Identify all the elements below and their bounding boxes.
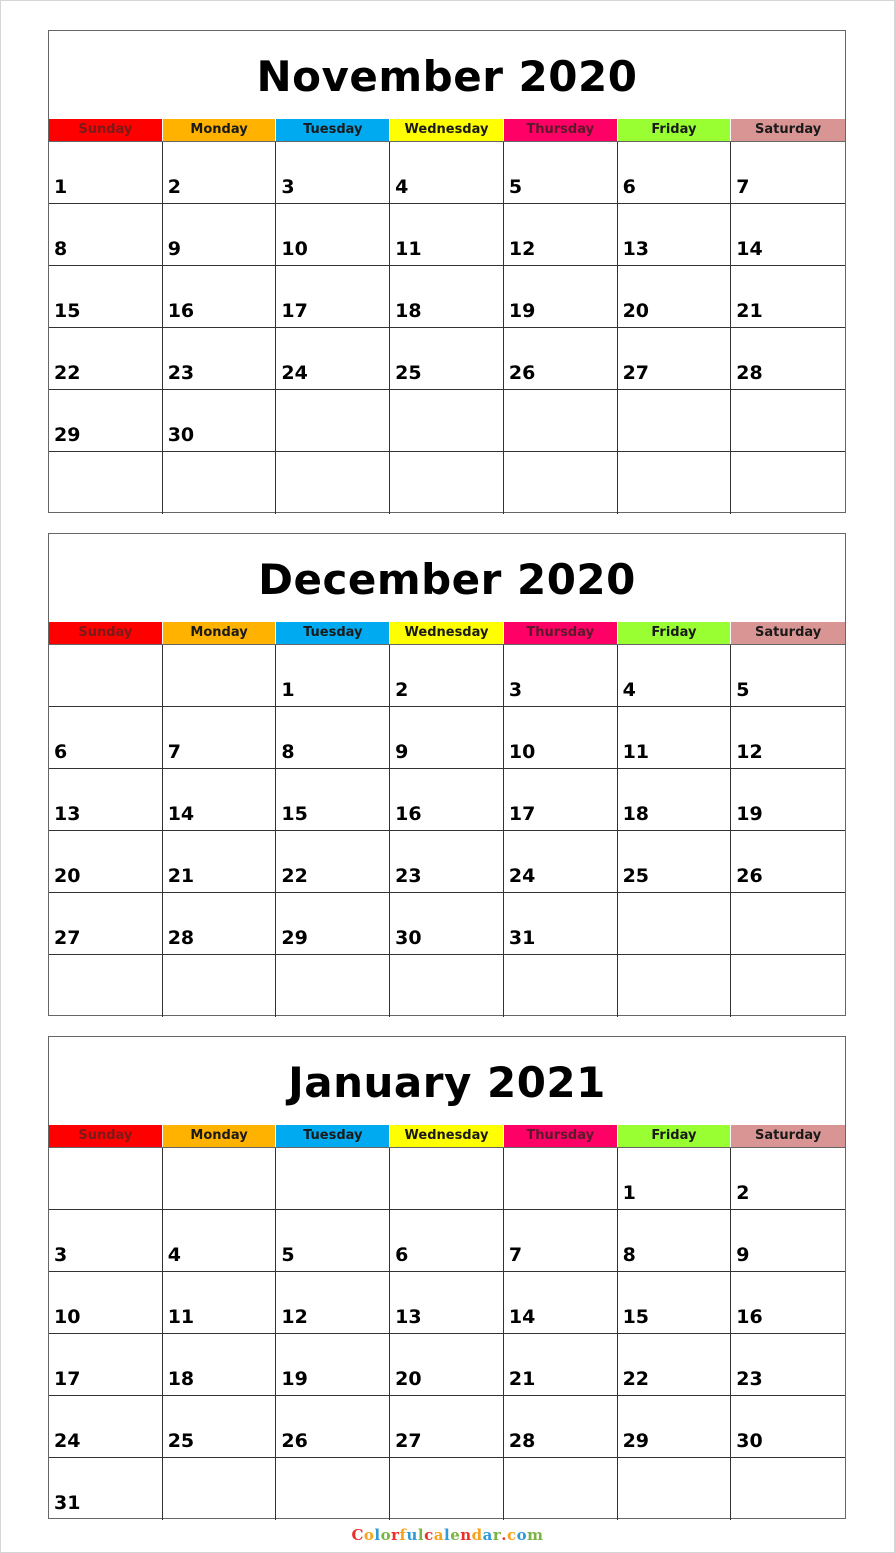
day-cell [618, 1334, 732, 1396]
day-cell [49, 645, 163, 707]
day-cell [276, 390, 390, 452]
day-cell [163, 1458, 277, 1520]
weekday-label-sunday: Sunday [49, 1125, 163, 1147]
day-cell [390, 328, 504, 390]
watermark-letter: a [482, 1526, 493, 1544]
day-cell [390, 204, 504, 266]
day-number: 30 [736, 1430, 763, 1452]
day-cell [618, 893, 732, 955]
day-number: 1 [281, 679, 295, 701]
day-number: 16 [167, 300, 195, 322]
day-cell [163, 645, 277, 707]
day-cell [504, 266, 618, 328]
day-cell [504, 142, 618, 204]
day-number: 21 [167, 865, 195, 887]
weekday-label-tuesday: Tuesday [276, 119, 390, 141]
day-number: 10 [508, 741, 536, 763]
day-number: 4 [167, 1244, 181, 1266]
day-number: 19 [508, 300, 536, 322]
day-number: 30 [395, 927, 422, 949]
weekday-label-saturday: Saturday [731, 622, 845, 644]
day-number: 10 [281, 238, 308, 260]
day-cell [731, 204, 845, 266]
day-cell [276, 328, 390, 390]
day-cell [618, 955, 732, 1017]
day-cell [731, 1334, 845, 1396]
day-number: 24 [281, 362, 308, 384]
day-cell [276, 955, 390, 1017]
day-number: 19 [281, 1368, 308, 1390]
watermark-letter: f [399, 1526, 407, 1544]
day-cell [390, 142, 504, 204]
day-cell [163, 328, 277, 390]
day-number: 12 [736, 741, 763, 763]
watermark-letter: e [450, 1526, 461, 1544]
day-grid [49, 1147, 845, 1520]
day-grid [49, 141, 845, 514]
day-cell [390, 390, 504, 452]
day-cell [504, 707, 618, 769]
day-number: 16 [736, 1306, 763, 1328]
watermark-letter: l [417, 1526, 425, 1544]
weekday-label-monday: Monday [163, 119, 277, 141]
watermark-letter: n [460, 1526, 472, 1544]
day-cell [163, 1272, 277, 1334]
day-number: 26 [508, 362, 536, 384]
watermark-letter: o [516, 1526, 528, 1544]
day-cell [276, 266, 390, 328]
day-cell [390, 955, 504, 1017]
month-title: January 2021 [288, 1058, 606, 1107]
day-number: 9 [167, 238, 181, 260]
day-number: 13 [622, 238, 650, 260]
day-cell [163, 1148, 277, 1210]
watermark-letter: a [433, 1526, 444, 1544]
day-number: 25 [622, 865, 650, 887]
day-cell [390, 1272, 504, 1334]
day-cell [504, 1272, 618, 1334]
day-number: 17 [281, 300, 308, 322]
day-cell [49, 1396, 163, 1458]
day-cell [163, 707, 277, 769]
day-cell [276, 645, 390, 707]
day-number: 11 [622, 741, 650, 763]
month-title: December 2020 [258, 555, 636, 604]
day-number: 5 [281, 1244, 295, 1266]
day-cell [390, 1396, 504, 1458]
weekday-label-thursday: Thursday [504, 119, 618, 141]
weekday-label-tuesday: Tuesday [276, 622, 390, 644]
weekday-label-sunday: Sunday [49, 119, 163, 141]
day-number: 8 [54, 238, 68, 260]
day-cell [390, 831, 504, 893]
day-cell [390, 1210, 504, 1272]
month-calendar [48, 30, 846, 513]
day-cell [504, 1458, 618, 1520]
day-number: 2 [395, 679, 409, 701]
day-number: 13 [395, 1306, 422, 1328]
day-number: 9 [395, 741, 409, 763]
day-cell [276, 831, 390, 893]
day-cell [731, 1148, 845, 1210]
day-cell [49, 204, 163, 266]
day-cell [276, 1272, 390, 1334]
watermark-letter: c [507, 1526, 517, 1544]
day-number: 27 [54, 927, 81, 949]
day-number: 17 [508, 803, 536, 825]
day-number: 6 [622, 176, 636, 198]
day-cell [163, 204, 277, 266]
day-cell [49, 707, 163, 769]
day-cell [504, 645, 618, 707]
day-cell [163, 1210, 277, 1272]
day-cell [163, 831, 277, 893]
weekday-label-monday: Monday [163, 622, 277, 644]
weekday-label-sunday: Sunday [49, 622, 163, 644]
day-cell [731, 1272, 845, 1334]
day-number: 18 [167, 1368, 195, 1390]
day-cell [504, 893, 618, 955]
day-cell [163, 390, 277, 452]
weekday-label-wednesday: Wednesday [390, 119, 504, 141]
weekday-label-monday: Monday [163, 1125, 277, 1147]
weekday-label-friday: Friday [618, 1125, 732, 1147]
day-number: 3 [508, 679, 523, 701]
day-number: 26 [281, 1430, 308, 1452]
day-number: 4 [395, 176, 409, 198]
day-number: 20 [395, 1368, 422, 1390]
day-cell [618, 452, 732, 514]
day-number: 21 [508, 1368, 536, 1390]
day-cell [49, 1210, 163, 1272]
day-number: 10 [54, 1306, 81, 1328]
day-cell [618, 1148, 732, 1210]
day-cell [49, 769, 163, 831]
day-number: 29 [54, 424, 81, 446]
day-cell [618, 204, 732, 266]
day-number: 20 [622, 300, 650, 322]
day-number: 23 [167, 362, 195, 384]
day-number: 25 [167, 1430, 195, 1452]
day-cell [163, 1396, 277, 1458]
day-number: 18 [622, 803, 650, 825]
day-cell [618, 266, 732, 328]
day-cell [618, 707, 732, 769]
day-number: 27 [622, 362, 650, 384]
day-cell [49, 831, 163, 893]
day-cell [504, 1334, 618, 1396]
day-cell [276, 769, 390, 831]
day-cell [276, 1396, 390, 1458]
day-cell [390, 707, 504, 769]
day-number: 30 [167, 424, 195, 446]
watermark-letter: l [443, 1526, 451, 1544]
weekday-label-saturday: Saturday [731, 119, 845, 141]
day-number: 17 [54, 1368, 81, 1390]
day-number: 22 [622, 1368, 650, 1390]
day-cell [504, 769, 618, 831]
day-number: 14 [736, 238, 763, 260]
day-cell [49, 893, 163, 955]
day-number: 7 [736, 176, 750, 198]
day-number: 29 [622, 1430, 650, 1452]
day-number: 21 [736, 300, 763, 322]
day-cell [731, 328, 845, 390]
day-number: 31 [54, 1492, 81, 1514]
day-number: 7 [167, 741, 181, 763]
day-cell [49, 1458, 163, 1520]
day-cell [49, 1272, 163, 1334]
day-number: 4 [622, 679, 636, 701]
day-cell [731, 645, 845, 707]
watermark-letter: o [380, 1526, 392, 1544]
day-number: 13 [54, 803, 81, 825]
day-cell [731, 390, 845, 452]
day-cell [276, 1148, 390, 1210]
day-cell [618, 1272, 732, 1334]
day-cell [504, 390, 618, 452]
day-number: 16 [395, 803, 422, 825]
day-number: 6 [54, 741, 68, 763]
weekday-label-friday: Friday [618, 622, 732, 644]
day-number: 20 [54, 865, 81, 887]
day-number: 9 [736, 1244, 750, 1266]
day-number: 2 [167, 176, 181, 198]
day-cell [49, 328, 163, 390]
month-calendar [48, 533, 846, 1016]
day-cell [49, 142, 163, 204]
day-number: 3 [281, 176, 295, 198]
day-cell [504, 955, 618, 1017]
day-cell [618, 1396, 732, 1458]
day-number: 22 [54, 362, 81, 384]
day-cell [731, 266, 845, 328]
day-cell [49, 390, 163, 452]
day-number: 1 [54, 176, 68, 198]
site-watermark [0, 1526, 895, 1544]
day-cell [276, 893, 390, 955]
watermark-letter: o [363, 1526, 375, 1544]
day-number: 7 [508, 1244, 523, 1266]
day-number: 11 [395, 238, 422, 260]
day-cell [49, 1334, 163, 1396]
watermark-letter: c [424, 1526, 434, 1544]
day-number: 6 [395, 1244, 409, 1266]
day-cell [731, 142, 845, 204]
day-cell [731, 769, 845, 831]
watermark-letter: l [374, 1526, 381, 1544]
day-cell [390, 769, 504, 831]
watermark-letter: . [501, 1526, 508, 1544]
day-cell [163, 769, 277, 831]
day-number: 12 [281, 1306, 308, 1328]
day-cell [618, 328, 732, 390]
day-cell [276, 1210, 390, 1272]
weekday-header-row [49, 1125, 845, 1147]
day-number: 29 [281, 927, 308, 949]
day-number: 25 [395, 362, 422, 384]
weekday-label-thursday: Thursday [504, 1125, 618, 1147]
day-cell [49, 266, 163, 328]
day-number: 5 [508, 176, 523, 198]
day-number: 26 [736, 865, 763, 887]
day-number: 8 [622, 1244, 636, 1266]
day-cell [390, 645, 504, 707]
day-cell [276, 1458, 390, 1520]
day-cell [618, 1458, 732, 1520]
day-cell [390, 1148, 504, 1210]
day-cell [618, 390, 732, 452]
day-cell [731, 831, 845, 893]
day-cell [276, 707, 390, 769]
day-number: 14 [167, 803, 195, 825]
day-cell [163, 142, 277, 204]
day-cell [49, 955, 163, 1017]
month-calendar [48, 1036, 846, 1519]
day-cell [504, 328, 618, 390]
day-number: 24 [54, 1430, 81, 1452]
day-number: 24 [508, 865, 536, 887]
day-cell [163, 893, 277, 955]
day-cell [390, 266, 504, 328]
day-cell [504, 831, 618, 893]
day-number: 5 [736, 679, 750, 701]
day-cell [163, 1334, 277, 1396]
month-title: November 2020 [256, 52, 638, 101]
watermark-letter: C [351, 1526, 364, 1544]
day-cell [504, 1148, 618, 1210]
weekday-header-row [49, 119, 845, 141]
day-cell [390, 893, 504, 955]
day-cell [731, 893, 845, 955]
day-cell [276, 142, 390, 204]
day-number: 28 [736, 362, 763, 384]
day-number: 1 [622, 1182, 636, 1204]
weekday-label-tuesday: Tuesday [276, 1125, 390, 1147]
day-cell [504, 1396, 618, 1458]
day-cell [731, 1210, 845, 1272]
weekday-label-saturday: Saturday [731, 1125, 845, 1147]
day-number: 23 [736, 1368, 763, 1390]
day-cell [163, 452, 277, 514]
day-cell [276, 1334, 390, 1396]
day-number: 23 [395, 865, 422, 887]
day-cell [390, 452, 504, 514]
weekday-label-wednesday: Wednesday [390, 622, 504, 644]
day-number: 22 [281, 865, 308, 887]
day-cell [618, 831, 732, 893]
day-number: 15 [281, 803, 308, 825]
day-cell [276, 452, 390, 514]
day-cell [163, 266, 277, 328]
day-grid [49, 644, 845, 1017]
day-cell [49, 452, 163, 514]
day-cell [731, 955, 845, 1017]
day-cell [731, 1458, 845, 1520]
day-cell [390, 1458, 504, 1520]
day-number: 2 [736, 1182, 750, 1204]
day-number: 11 [167, 1306, 195, 1328]
day-number: 28 [508, 1430, 536, 1452]
watermark-letter: r [492, 1526, 502, 1544]
weekday-label-wednesday: Wednesday [390, 1125, 504, 1147]
day-cell [49, 1148, 163, 1210]
watermark-letter: d [471, 1526, 483, 1544]
day-number: 12 [508, 238, 536, 260]
day-number: 15 [54, 300, 81, 322]
day-cell [504, 452, 618, 514]
day-cell [163, 955, 277, 1017]
day-cell [731, 707, 845, 769]
day-number: 14 [508, 1306, 536, 1328]
day-cell [504, 204, 618, 266]
day-cell [731, 1396, 845, 1458]
weekday-label-thursday: Thursday [504, 622, 618, 644]
day-number: 31 [508, 927, 536, 949]
weekday-label-friday: Friday [618, 119, 732, 141]
day-number: 15 [622, 1306, 650, 1328]
day-number: 18 [395, 300, 422, 322]
day-cell [618, 142, 732, 204]
day-cell [276, 204, 390, 266]
watermark-letter: u [406, 1526, 418, 1544]
day-cell [618, 645, 732, 707]
day-cell [731, 452, 845, 514]
weekday-header-row [49, 622, 845, 644]
day-number: 8 [281, 741, 295, 763]
day-cell [618, 769, 732, 831]
day-cell [390, 1334, 504, 1396]
watermark-letter: r [391, 1526, 400, 1544]
day-number: 3 [54, 1244, 68, 1266]
day-cell [504, 1210, 618, 1272]
watermark-letter: m [527, 1526, 544, 1544]
day-number: 27 [395, 1430, 422, 1452]
day-number: 28 [167, 927, 195, 949]
day-cell [618, 1210, 732, 1272]
day-number: 19 [736, 803, 763, 825]
